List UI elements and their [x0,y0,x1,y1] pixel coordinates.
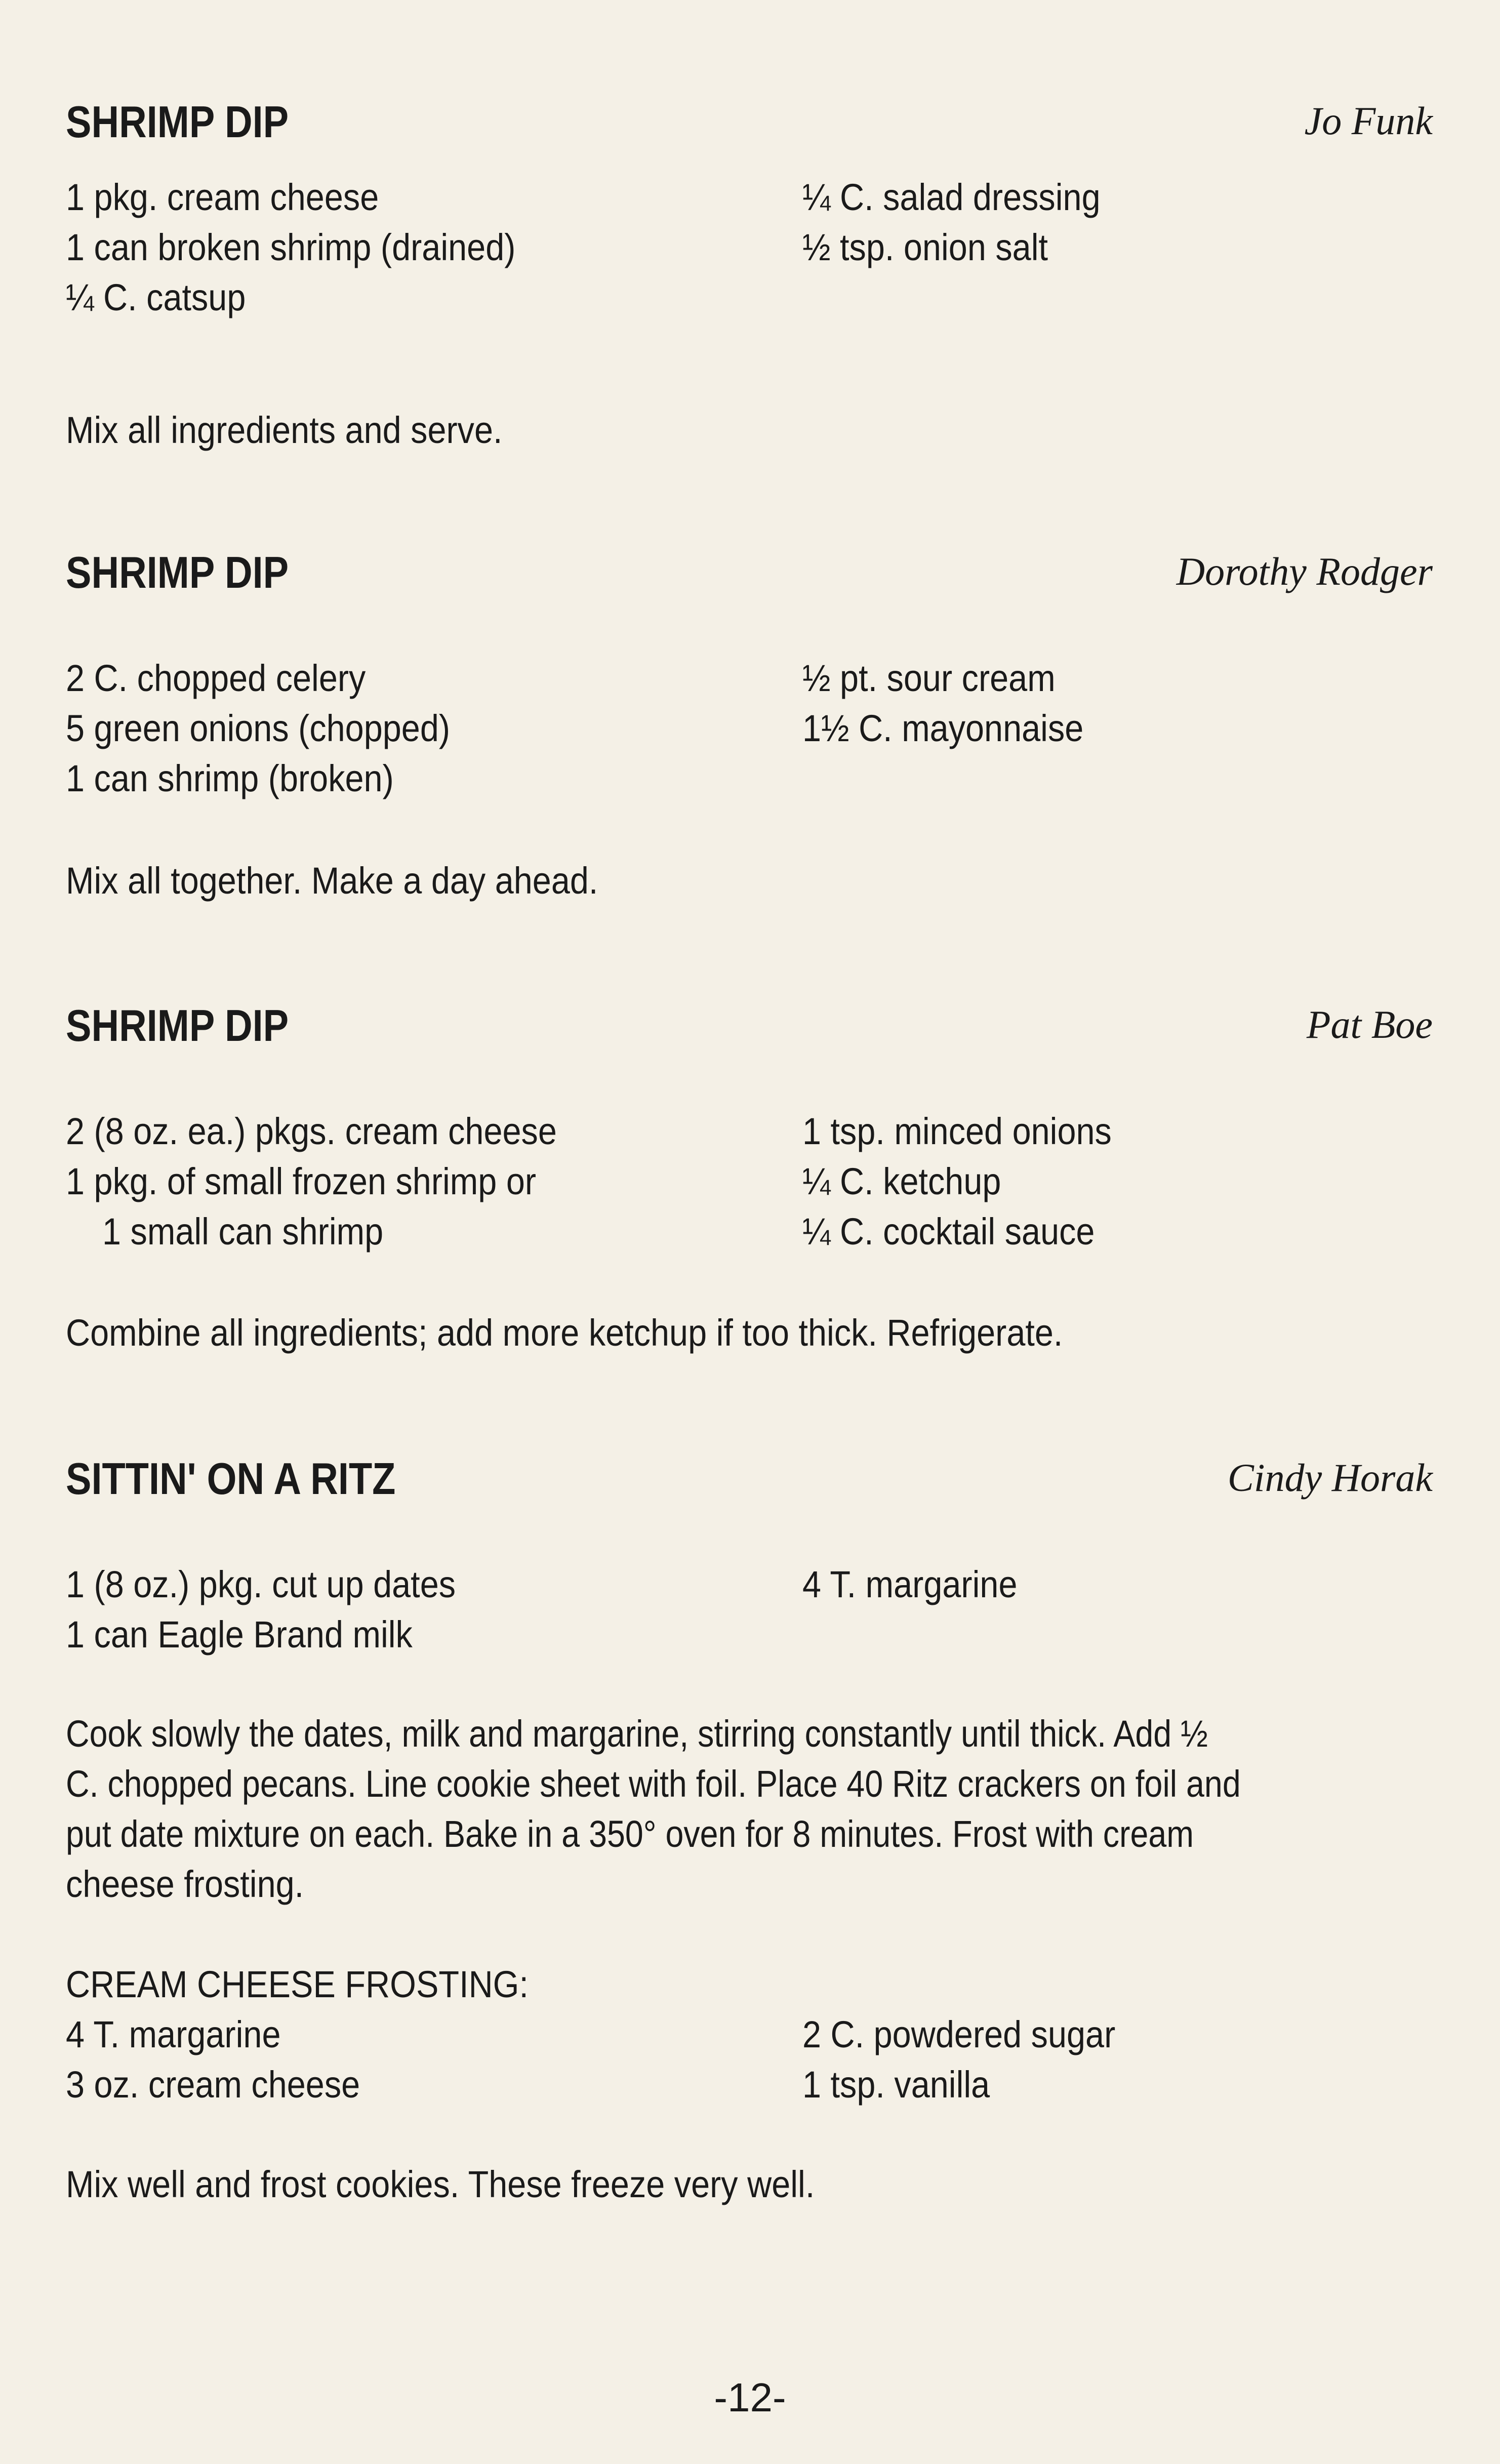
ingredient-list [66,1106,1433,1258]
recipe-shrimp-dip-jo-funk [66,96,1433,318]
direction-line: put date mixture on each. Bake in a 350° oven for 8 minutes. Frost with cream [66,1813,1194,1855]
recipe-author: Pat Boe [1306,1002,1433,1046]
page-number: -12- [714,2375,786,2420]
direction-line: Mix well and frost cookies. These freeze very well. [66,2163,815,2205]
ingredient-column-left [66,1106,612,1257]
recipe-directions [66,405,1433,455]
ingredient: 2 C. powdered sugar [802,2013,1116,2055]
ingredient: 2 C. chopped celery [66,657,366,699]
ingredient-column-right [802,1106,1146,1257]
direction-line: C. chopped pecans. Line cookie sheet with foil. Place 40 Ritz crackers on foil and [66,1763,1241,1805]
recipe-title: SHRIMP DIP [66,547,289,597]
direction-line: Mix all together. Make a day ahead. [66,860,598,902]
ingredient-column-right [802,172,1133,272]
ingredient: 1 pkg. of small frozen shrimp or [66,1160,537,1202]
ingredient-column-left [66,172,565,322]
ingredient: ¼ C. catsup [66,276,246,318]
recipe-header [66,1000,1433,1061]
ingredient: 1 tsp. minced onions [802,1110,1112,1152]
recipe-header [66,547,1433,608]
recipe-header [66,96,1433,157]
ingredient: ¼ C. salad dressing [802,176,1101,218]
ingredient: ½ pt. sour cream [802,657,1056,699]
ingredient: 4 T. margarine [66,2013,281,2055]
recipe-author: Jo Funk [1304,99,1433,143]
ingredient: 1 tsp. vanilla [802,2064,990,2106]
recipe-directions [66,1308,1433,1358]
recipe-title: SHRIMP DIP [66,1000,289,1051]
ingredient: ½ tsp. onion salt [802,226,1048,268]
ingredient: 1 can Eagle Brand milk [66,1613,413,1655]
ingredient-column-left [66,2009,393,2110]
recipe-author: Cindy Horak [1227,1456,1433,1500]
recipe-title: SHRIMP DIP [66,97,289,147]
direction-line: Mix all ingredients and serve. [66,409,503,451]
ingredient: 1 can broken shrimp (drained) [66,226,516,268]
ingredient: 1 pkg. cream cheese [66,176,379,218]
recipe-directions [66,1709,1433,1909]
subheading: CREAM CHEESE FROSTING: [66,1963,529,2005]
ingredient-column-right [802,1559,1041,1609]
recipe-directions [66,856,1433,906]
ingredient: 3 oz. cream cheese [66,2064,360,2106]
ingredient: 1 (8 oz.) pkg. cut up dates [66,1563,456,1605]
ingredient: 2 (8 oz. ea.) pkgs. cream cheese [66,1110,557,1152]
frosting-ingredient-list [66,2009,1433,2111]
direction-line: cheese frosting. [66,1863,304,1905]
ingredient-column-left [66,1559,499,1660]
recipe-sittin-on-a-ritz [66,1453,1433,1514]
ingredient: 5 green onions (chopped) [66,707,451,749]
ingredient: ¼ C. ketchup [802,1160,1001,1202]
recipe-header [66,1453,1433,1514]
ingredient: 1 small can shrimp [102,1210,384,1253]
ingredient-list [66,653,1433,805]
recipe-shrimp-dip-dorothy-rodger [66,547,1433,608]
frosting-heading [66,1959,1433,2009]
ingredient-column-right [802,653,1115,753]
frosting-directions [66,2159,1433,2209]
ingredient-list [66,1559,1433,1661]
recipe-title: SITTIN' ON A RITZ [66,1453,396,1504]
direction-line: Combine all ingredients; add more ketchup if too thick. Refrigerate. [66,1312,1063,1354]
ingredient: 1 can shrimp (broken) [66,757,394,799]
ingredient-column-left [66,653,493,803]
ingredient-list [66,172,1433,324]
recipe-author: Dorothy Rodger [1176,549,1433,593]
ingredient: 4 T. margarine [802,1563,1018,1605]
recipe-shrimp-dip-pat-boe [66,1000,1433,1061]
direction-line: Cook slowly the dates, milk and margarine, stirring constantly until thick. Add ½ [66,1713,1208,1755]
ingredient-column-right [802,2009,1150,2110]
ingredient: ¼ C. cocktail sauce [802,1210,1095,1253]
ingredient: 1½ C. mayonnaise [802,707,1084,749]
